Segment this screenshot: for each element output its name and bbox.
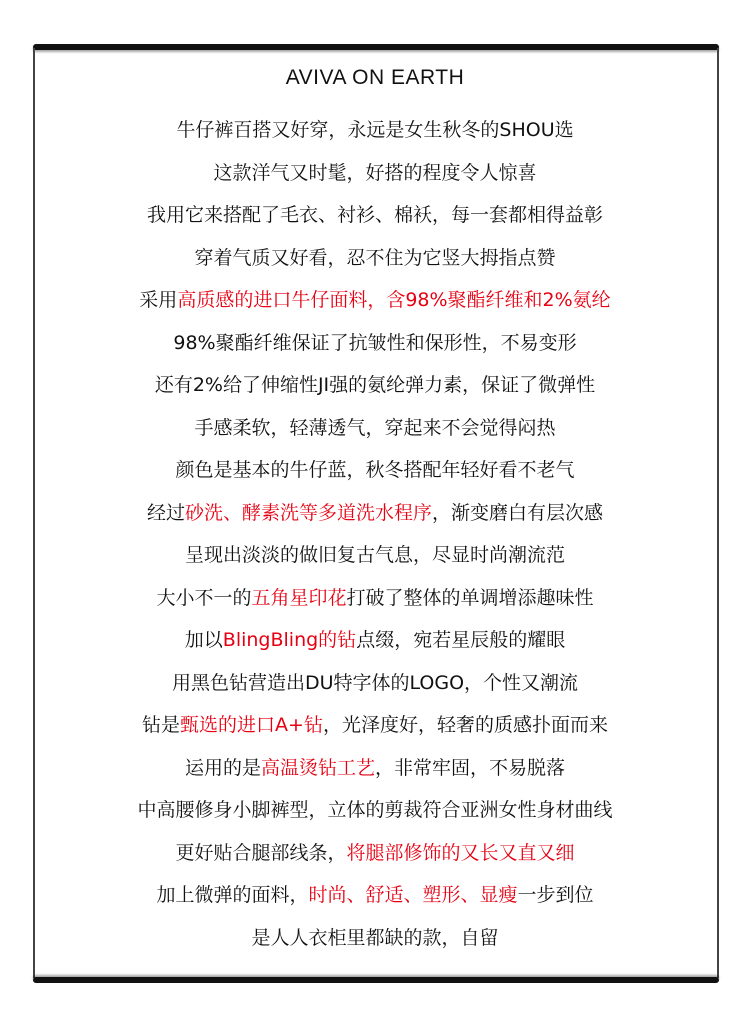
line-text: 我用它来搭配了毛衣、衬衫、棉袄，每一套都相得益彰 bbox=[146, 204, 603, 226]
line-text: 钻是 bbox=[142, 714, 181, 736]
line-text: 还有2%给了伸缩性JI强的氨纶弹力素，保证了微弹性 bbox=[154, 374, 596, 396]
description-line bbox=[0, 836, 750, 879]
line-text: ，光泽度好，轻奢的质感扑面而来 bbox=[322, 714, 608, 736]
description-line bbox=[0, 538, 750, 581]
line-text: 点缀，宛若星辰般的耀眼 bbox=[356, 629, 566, 651]
line-text: 加以 bbox=[184, 629, 223, 651]
line-text: 颜色是基本的牛仔蓝，秋冬搭配年轻好看不老气 bbox=[175, 459, 575, 481]
line-text: 是人人衣柜里都缺的款，自留 bbox=[251, 926, 499, 949]
line-text: 采用 bbox=[139, 289, 178, 311]
highlighted-text: 高温烫钻工艺 bbox=[260, 756, 375, 779]
description-line bbox=[0, 283, 750, 326]
highlighted-text: 高质感的进口牛仔面料，含98%聚酯纤维和2%氨纶 bbox=[177, 289, 611, 311]
top-border-rule bbox=[33, 44, 719, 50]
description-line bbox=[0, 156, 750, 199]
line-text: 98%聚酯纤维保证了抗皱性和保形性，不易变形 bbox=[173, 331, 577, 354]
description-line bbox=[0, 241, 750, 284]
description-line bbox=[0, 921, 750, 964]
description-line bbox=[0, 623, 750, 666]
line-text: 大小不一的 bbox=[156, 586, 252, 609]
line-text: 呈现出淡淡的做旧复古气息，尽显时尚潮流范 bbox=[184, 544, 565, 566]
highlighted-text: 时尚、舒适、塑形、显瘦 bbox=[308, 884, 518, 906]
line-text: 穿着气质又好看，忍不住为它竖大拇指点赞 bbox=[194, 246, 556, 269]
description-line bbox=[0, 113, 750, 156]
description-line bbox=[0, 326, 750, 369]
description-lines bbox=[0, 113, 750, 963]
line-text: 用黑色钻营造出DU特字体的LOGO，个性又潮流 bbox=[171, 671, 579, 694]
highlighted-text: 砂洗、酵素洗等多道洗水程序 bbox=[184, 501, 432, 524]
highlighted-text: 将腿部修饰的又长又直又细 bbox=[346, 841, 575, 864]
line-text: 打破了整体的单调增添趣味性 bbox=[346, 586, 594, 609]
description-line bbox=[0, 581, 750, 624]
description-line bbox=[0, 793, 750, 836]
line-text: 更好贴合腿部线条， bbox=[175, 841, 347, 864]
line-text: 一步到位 bbox=[517, 884, 594, 906]
line-text: 中高腰修身小脚裤型，立体的剪裁符合亚洲女性身材曲线 bbox=[137, 799, 613, 821]
highlighted-text: 甄选的进口A+钻 bbox=[180, 714, 323, 736]
description-line bbox=[0, 878, 750, 921]
description-line bbox=[0, 453, 750, 496]
line-text: 加上微弹的面料， bbox=[156, 884, 309, 906]
description-line bbox=[0, 666, 750, 709]
brand-title: AVIVA ON EARTH bbox=[285, 66, 465, 89]
highlighted-text: 五角星印花 bbox=[251, 586, 347, 609]
description-line bbox=[0, 751, 750, 794]
line-text: 手感柔软，轻薄透气，穿起来不会觉得闷热 bbox=[194, 416, 556, 439]
line-text: 运用的是 bbox=[184, 756, 261, 779]
line-text: ，非常牢固，不易脱落 bbox=[375, 756, 566, 779]
description-line bbox=[0, 198, 750, 241]
line-text: 经过 bbox=[146, 501, 185, 524]
line-text: 这款洋气又时髦，好搭的程度令人惊喜 bbox=[213, 161, 537, 184]
description-line bbox=[0, 368, 750, 411]
line-text: ，渐变磨白有层次感 bbox=[432, 501, 604, 524]
line-text: 牛仔裤百搭又好穿，永远是女生秋冬的SHOU选 bbox=[176, 119, 574, 141]
description-line bbox=[0, 411, 750, 454]
description-line bbox=[0, 708, 750, 751]
description-line bbox=[0, 496, 750, 539]
bottom-border-rule bbox=[33, 977, 719, 983]
highlighted-text: BlingBling的钻 bbox=[222, 629, 357, 651]
